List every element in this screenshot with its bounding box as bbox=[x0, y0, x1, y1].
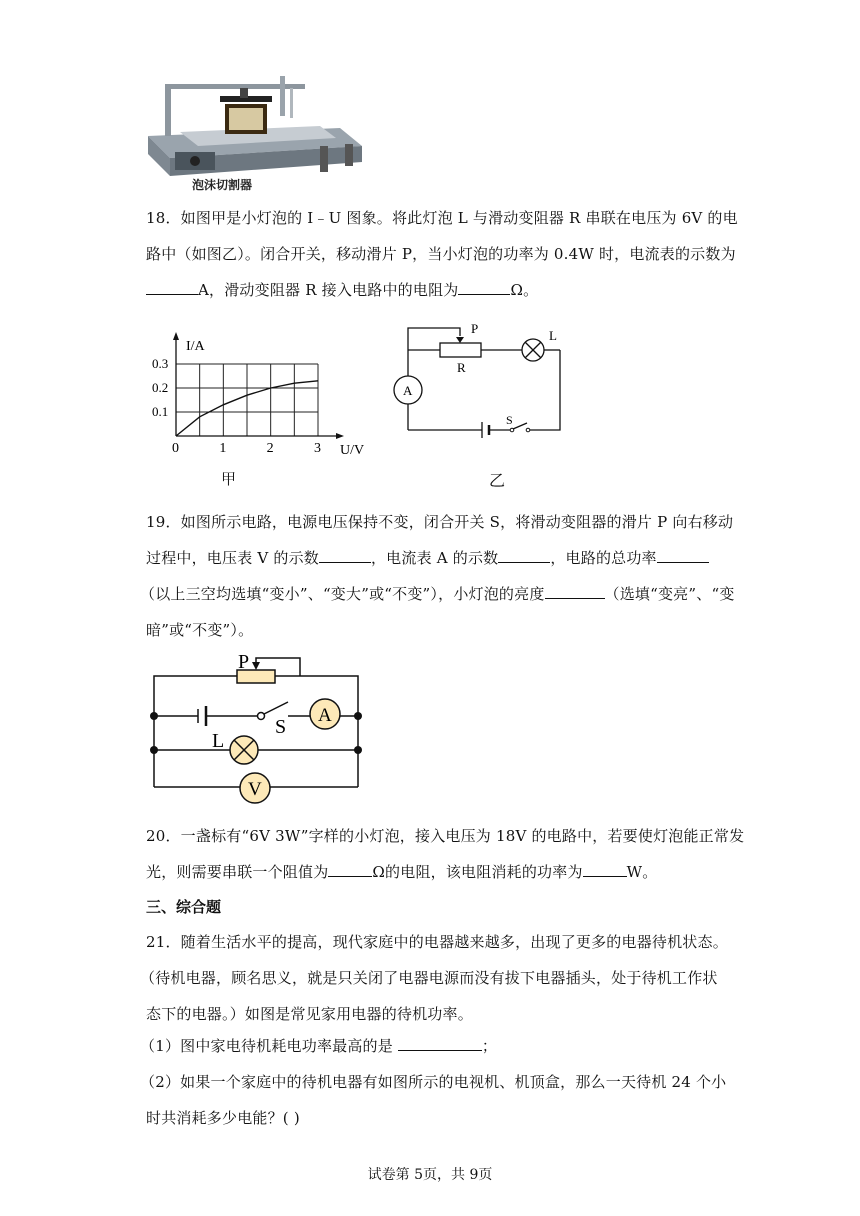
label-p: P bbox=[238, 651, 250, 673]
circuit-b-svg bbox=[385, 318, 585, 448]
q21-sub1-end: ； bbox=[481, 1037, 498, 1055]
q19-text-e: （选填“变亮”、“变 bbox=[604, 585, 735, 603]
answer-blank[interactable] bbox=[319, 544, 371, 563]
label-l: L bbox=[549, 328, 557, 343]
foam-cutter-caption: 泡沫切割器 bbox=[192, 178, 253, 192]
answer-blank[interactable] bbox=[328, 858, 372, 877]
q18-text-b: Ω。 bbox=[510, 281, 539, 299]
q20-text-b: Ω的电阻，该电阻消耗的功率为 bbox=[372, 863, 583, 881]
q19-text-c: ，电路的总功率 bbox=[550, 549, 657, 567]
q19-text-a: 过程中，电压表 V 的示数 bbox=[146, 549, 319, 567]
label-s: S bbox=[506, 413, 513, 427]
answer-blank[interactable] bbox=[146, 276, 198, 295]
label-a: A bbox=[318, 705, 332, 726]
q21-sub1 bbox=[140, 1028, 497, 1064]
foam-cutter-illustration bbox=[140, 66, 370, 200]
answer-blank[interactable] bbox=[498, 544, 550, 563]
q20-text-a: 光，则需要串联一个阻值为 bbox=[146, 863, 329, 881]
label-r: R bbox=[457, 360, 466, 375]
answer-blank[interactable] bbox=[398, 1032, 482, 1051]
answer-blank[interactable] bbox=[458, 276, 510, 295]
x-tick-label: 0 bbox=[172, 441, 179, 456]
q19-text-d: （以上三空均选填“变小”、“变大”或“不变”），小灯泡的亮度 bbox=[140, 585, 545, 603]
label-a: A bbox=[403, 383, 413, 398]
y-axis-label: I/A bbox=[186, 339, 205, 354]
page-footer: 试卷第 5页，共 9页 bbox=[367, 1167, 493, 1183]
circuit-b bbox=[385, 318, 585, 490]
q18-line3 bbox=[146, 272, 538, 308]
q21-line1: 21．随着生活水平的提高，现代家庭中的电器越来越多，出现了更多的电器待机状态。 bbox=[146, 933, 728, 951]
section-heading: 三、综合题 bbox=[146, 898, 222, 916]
q20-text-c: W。 bbox=[626, 863, 658, 881]
lamp bbox=[230, 736, 258, 764]
q21-sub2-line2: 时共消耗多少电能？( ) bbox=[146, 1109, 300, 1127]
q21-line2: （待机电器，顾名思义，就是只关闭了电器电源而没有拔下电器插头，处于待机工作状 bbox=[140, 969, 718, 987]
x-axis-arrow bbox=[336, 433, 344, 439]
answer-blank[interactable] bbox=[583, 858, 627, 877]
q19-line3 bbox=[140, 576, 735, 612]
q21-line3: 态下的电器。）如图是常见家用电器的待机功率。 bbox=[146, 1005, 473, 1023]
lamp-l bbox=[522, 339, 544, 361]
circuit-q19-svg bbox=[140, 650, 380, 810]
iu-graph bbox=[140, 328, 380, 488]
x-tick-label: 2 bbox=[266, 441, 274, 456]
q19-line4: 暗”或“不变”）。 bbox=[146, 621, 254, 639]
q18-text-a: A，滑动变阻器 R 接入电路中的电阻为 bbox=[198, 281, 459, 299]
label-s: S bbox=[275, 716, 287, 738]
graph-caption: 甲 bbox=[221, 470, 237, 488]
q20-line1: 20．一盏标有“6V 3W”字样的小灯泡，接入电压为 18V 的电路中，若要使灯泡能正常发 bbox=[146, 827, 745, 845]
q19-line2 bbox=[146, 540, 709, 576]
x-axis-label: U/V bbox=[340, 443, 365, 458]
q21-sub1-text: （1）图中家电待机耗电功率最高的是 bbox=[140, 1037, 393, 1055]
q21-sub2-line1: （2）如果一个家庭中的待机电器有如图所示的电视机、机顶盒，那么一天待机 24 个小 bbox=[140, 1073, 727, 1091]
circuit-caption: 乙 bbox=[489, 471, 506, 490]
y-tick-label: 0.3 bbox=[152, 356, 169, 371]
x-tick-label: 3 bbox=[314, 441, 321, 456]
foam-cutter-figure bbox=[140, 66, 370, 200]
label-v: V bbox=[248, 779, 262, 800]
iu-graph-svg bbox=[140, 328, 380, 488]
y-axis-arrow bbox=[173, 332, 179, 340]
answer-blank[interactable] bbox=[545, 580, 605, 599]
x-tick-label: 1 bbox=[219, 441, 227, 456]
label-p: P bbox=[471, 321, 479, 336]
q19-line1: 19．如图所示电路，电源电压保持不变，闭合开关 S，将滑动变阻器的滑片 P 向右移动 bbox=[146, 513, 734, 531]
y-tick-label: 0.1 bbox=[152, 404, 169, 419]
answer-blank[interactable] bbox=[657, 544, 709, 563]
q20-line2 bbox=[146, 854, 657, 890]
q19-text-b: ，电流表 A 的示数 bbox=[370, 549, 499, 567]
rheostat-r bbox=[440, 343, 481, 357]
y-tick-label: 0.2 bbox=[152, 380, 169, 395]
circuit-q19 bbox=[140, 650, 380, 810]
q18-line1: 18．如图甲是小灯泡的 I﹣U 图象。将此灯泡 L 与滑动变阻器 R 串联在电压为 6V 的电 bbox=[146, 209, 738, 227]
label-l: L bbox=[212, 730, 225, 752]
q18-line2: 路中（如图乙）。闭合开关，移动滑片 P，当小灯泡的功率为 0.4W 时，电流表的示数为 bbox=[146, 245, 736, 263]
